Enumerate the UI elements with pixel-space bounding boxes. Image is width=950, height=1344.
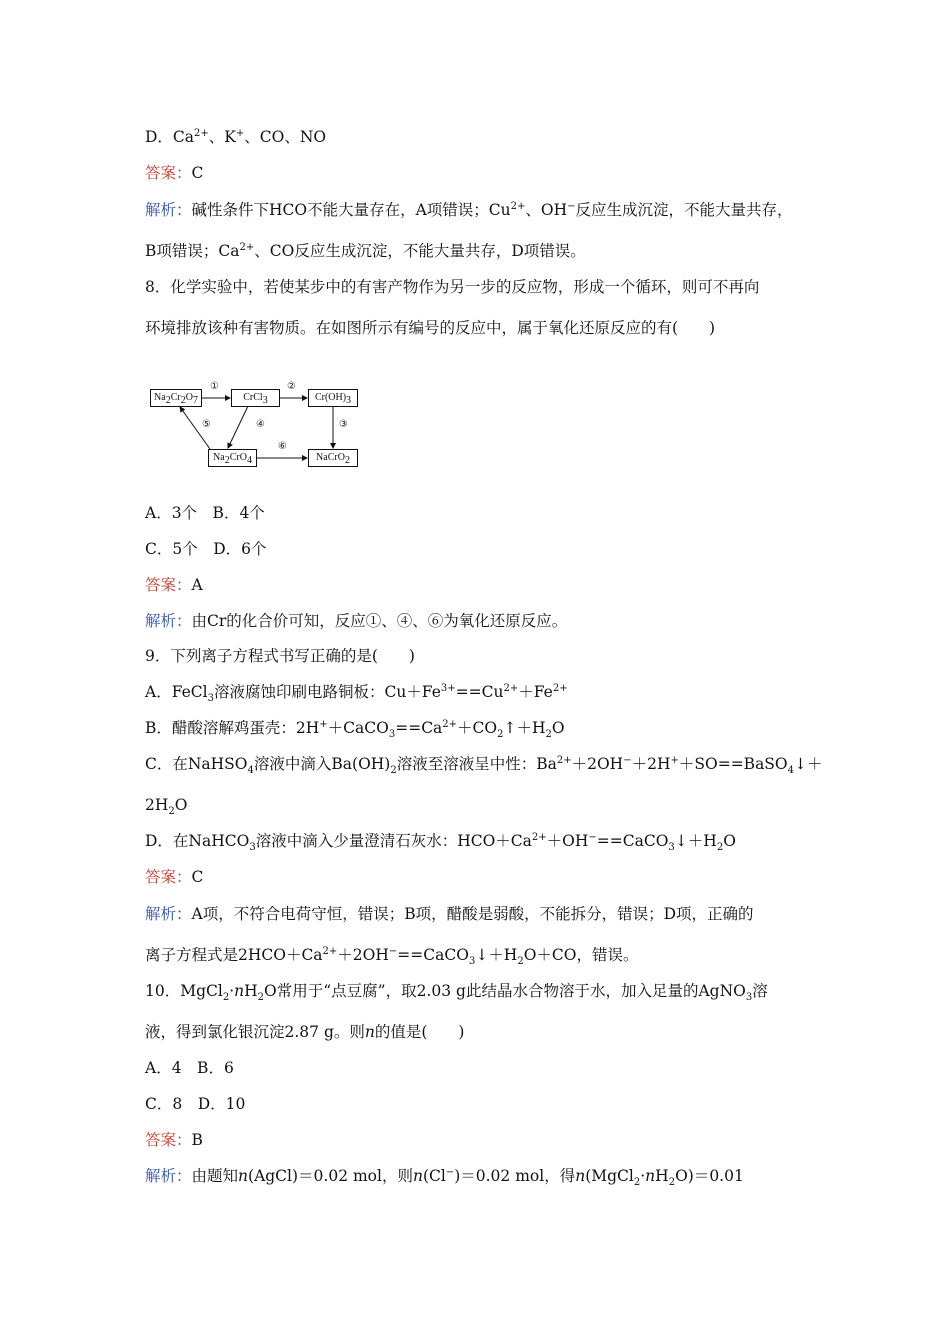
q10-answer: 答案：B bbox=[145, 1131, 203, 1149]
answer-label: 答案： bbox=[145, 164, 192, 182]
label-3: ③ bbox=[339, 419, 348, 430]
q7-answer: 答案：C bbox=[145, 164, 204, 182]
analysis-label: 解析： bbox=[145, 612, 192, 630]
q8-stem-line1: 8．化学实验中，若使某步中的有害产物作为另一步的反应物，形成一个循环，则可不再向 bbox=[145, 278, 760, 296]
label-2: ② bbox=[287, 381, 296, 392]
box-na2cro4: $Na_2CrO_4$ bbox=[208, 449, 257, 467]
analysis-label: 解析： bbox=[145, 905, 192, 923]
q9-option-a: A．FeCl$_3$溶液腐蚀印刷电路铜板：$Cu+Fe^{3+}==Cu^{2+}+Fe^{2+}$ bbox=[145, 682, 568, 705]
q9-option-d: D．在NaHCO$_3$溶液中滴入少量澄清石灰水：$HCO+Ca^{2+}+OH^-==CaCO_3↓+H_2O$ bbox=[145, 831, 736, 854]
box-croh3: $Cr(OH)_3$ bbox=[308, 389, 358, 407]
q10-stem-line2: 液，得到氯化银沉淀2.87 g。则n的值是( ) bbox=[145, 1023, 465, 1041]
label-6: ⑥ bbox=[278, 441, 287, 452]
q8-options-line2: C．5个 D．6个 bbox=[145, 540, 267, 558]
q9-option-b: B．醋酸溶解鸡蛋壳：$2H^++CaCO_3==Ca^{2+}+CO_2↑+H_2O$ bbox=[145, 718, 565, 741]
label-1: ① bbox=[210, 381, 219, 392]
analysis-label: 解析： bbox=[145, 201, 192, 219]
answer-label: 答案： bbox=[145, 576, 192, 594]
q9-option-c-line1: C．在NaHSO$_4$溶液中滴入$Ba(OH)_2$溶液至溶液呈中性：$Ba^{2+}+2OH^-+2H^++SO==BaSO_4↓+$ bbox=[145, 754, 823, 777]
q10-options-line2: C．8 D．10 bbox=[145, 1095, 246, 1113]
q8-analysis: 解析：由Cr的化合价可知，反应①、④、⑥为氧化还原反应。 bbox=[145, 612, 568, 630]
q7-analysis-line2: B项错误；$Ca^{2+}$、CO反应生成沉淀，不能大量共存，D项错误。 bbox=[145, 241, 586, 260]
q9-analysis-line1: 解析：A项，不符合电荷守恒，错误；B项，醋酸是弱酸，不能拆分，错误；D项，正确的 bbox=[145, 905, 754, 923]
q7-analysis-line1: 解析：碱性条件下HCO不能大量存在，A项错误；$Cu^{2+}$、OH−反应生成沉淀，不能大量共存， bbox=[145, 200, 793, 219]
label-5: ⑤ bbox=[202, 419, 211, 430]
q10-analysis: 解析：由题知n(AgCl)＝0.02 mol，则n(Cl−)＝0.02 mol，得$n(MgCl_2\cdot nH_2O)=0.01$ bbox=[145, 1166, 744, 1189]
q9-analysis-line2: 离子方程式是$2HCO+Ca^{2+}+2OH^-==CaCO_3↓+H_2O+CO$，错误。 bbox=[145, 945, 639, 968]
answer-label: 答案： bbox=[145, 1131, 192, 1149]
box-crcl3: CrCl$_3$ bbox=[231, 389, 280, 407]
arrow-4 bbox=[228, 406, 248, 448]
q9-answer: 答案：C bbox=[145, 868, 204, 886]
q7-option-d: D．$Ca^{2+}$、K+、CO、NO bbox=[145, 127, 327, 146]
box-na2cr2o7: $Na_2Cr_2O_7$ bbox=[150, 389, 202, 407]
q9-option-c-line2: $2H_2O$ bbox=[145, 796, 188, 818]
label-4: ④ bbox=[256, 419, 265, 430]
q9-stem: 9．下列离子方程式书写正确的是( ) bbox=[145, 647, 415, 665]
q10-options-line1: A．4 B．6 bbox=[145, 1059, 234, 1077]
answer-label: 答案： bbox=[145, 868, 192, 886]
q8-options-line1: A．3个 B．4个 bbox=[145, 504, 265, 522]
reaction-cycle-diagram bbox=[150, 381, 365, 473]
q10-stem-line1: 10．$MgCl_2\cdot nH_2O$常用于“点豆腐”，取2.03 g此结晶水合物溶于水，加入足量的AgNO$_3$溶 bbox=[145, 982, 768, 1004]
q8-stem-line2: 环境排放该种有害物质。在如图所示有编号的反应中，属于氧化还原反应的有( ) bbox=[145, 319, 716, 337]
q8-answer: 答案：A bbox=[145, 576, 203, 594]
box-nacro2: NaCrO$_2$ bbox=[308, 449, 358, 467]
analysis-label: 解析： bbox=[145, 1167, 192, 1185]
